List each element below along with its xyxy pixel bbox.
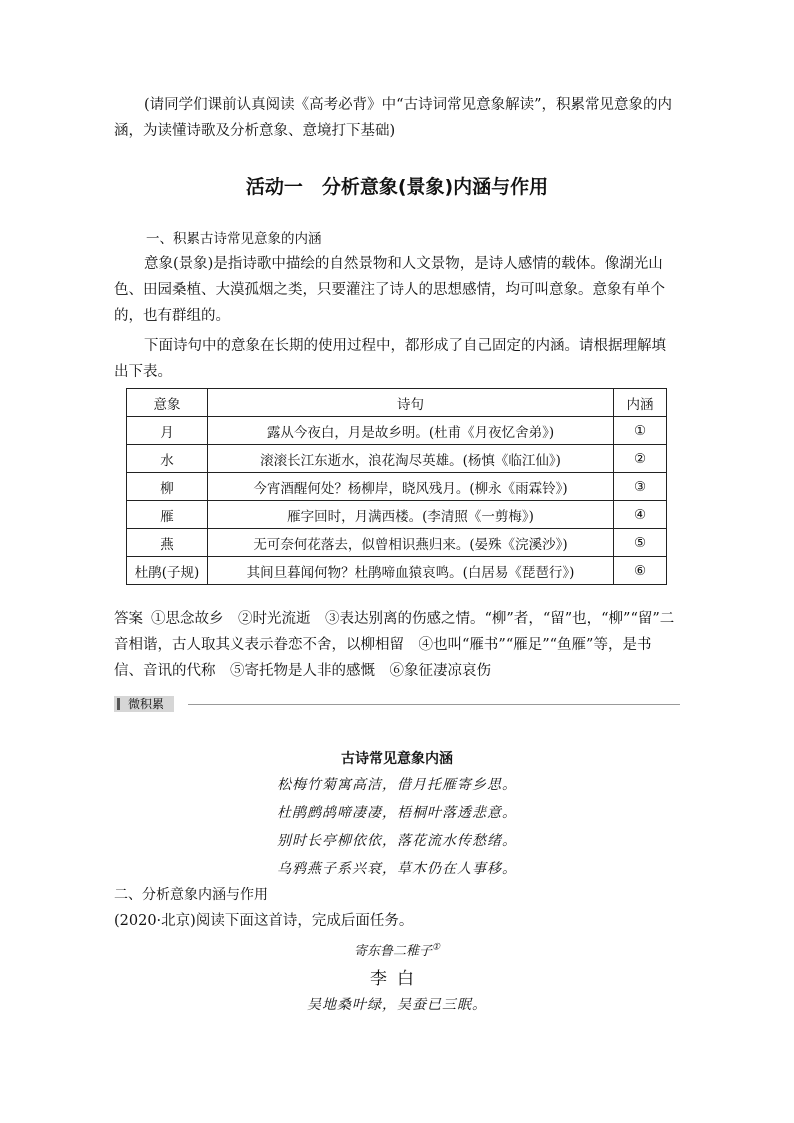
poem-line: 乌鸦燕子系兴衰，草木仍在人事移。 [277,861,517,877]
footnote-marker: ① [431,942,441,953]
cell-imagery: 月 [127,417,208,445]
answer-label: 答案 [114,611,143,627]
poem-line: 别时长亭柳依依，落花流水传愁绪。 [277,833,517,849]
cell-verse: 无可奈何花落去，似曾相识燕归来。(晏殊《浣溪沙》) [208,529,614,557]
answer-text: ①思念故乡 ②时光流逝 ③表达别离的伤感之情。“柳”者，“留”也，“柳”“留”二音相谐，古人取其义表示眷恋不舍，以柳相留 ④也叫“雁书”“雁足”“鱼雁”等，是书信、音讯的代称 ⑤寄托物是人非的感慨 ⑥象征凄凉哀伤 [114,611,675,679]
cell-imagery: 杜鹃(子规) [127,557,208,585]
cell-verse: 雁字回时，月满西楼。(李清照《一剪梅》) [208,501,614,529]
task-instruction: (2020·北京)阅读下面这首诗，完成后面任务。 [114,913,414,929]
micro-accumulation-label: 微积累 [114,696,174,712]
table-row [127,557,667,585]
poem2-author: 李白 [370,969,424,989]
cell-verse: 今宵酒醒何处？杨柳岸，晓风残月。(柳永《雨霖铃》) [208,473,614,501]
activity-title: 活动一 分析意象(景象)内涵与作用 [245,176,549,198]
table-row [127,417,667,445]
imagery-table [126,388,667,585]
table-row [127,445,667,473]
cell-imagery: 水 [127,445,208,473]
answer-block [114,606,680,684]
cell-meaning: ③ [614,473,667,501]
poem2-line: 吴地桑叶绿，吴蚕已三眠。 [307,997,487,1013]
cell-verse: 其间旦暮闻何物？杜鹃啼血猿哀鸣。(白居易《琵琶行》) [208,557,614,585]
cell-meaning: ⑥ [614,557,667,585]
header-meaning: 内涵 [614,389,667,417]
cell-meaning: ② [614,445,667,473]
section1-heading: 一、积累古诗常见意象的内涵 [146,231,322,247]
section2-heading: 二、分析意象内涵与作用 [114,887,268,903]
poem-line: 松梅竹菊寓高洁，借月托雁寄乡思。 [277,777,517,793]
table-header-row [127,389,667,417]
table-instruction-paragraph: 下面诗句中的意象在长期的使用过程中，都形成了自己固定的内涵。请根据理解填出下表。 [114,338,666,380]
table-row [127,501,667,529]
cell-verse: 露从今夜白，月是故乡明。(杜甫《月夜忆舍弟》) [208,417,614,445]
cell-imagery: 燕 [127,529,208,557]
table-row [127,529,667,557]
cell-meaning: ④ [614,501,667,529]
cell-imagery: 柳 [127,473,208,501]
table-row [127,473,667,501]
banner-divider [188,704,680,705]
intro-text: (请同学们课前认真阅读《高考必背》中“古诗词常见意象解读”，积累常见意象的内涵，为读懂诗歌及分析意象、意境打下基础) [114,97,672,139]
cell-verse: 滚滚长江东逝水，浪花淘尽英雄。(杨慎《临江仙》) [208,445,614,473]
imagery-definition-paragraph: 意象(景象)是指诗歌中描绘的自然景物和人文景物，是诗人感情的载体。像湖光山色、田园桑植、大漠孤烟之类，只要灌注了诗人的思想感情，均可叫意象。意象有单个的，也有群组的。 [114,256,665,324]
cell-meaning: ⑤ [614,529,667,557]
poem-line: 杜鹃鹧鸪啼凄凄，梧桐叶落透悲意。 [277,805,517,821]
cell-meaning: ① [614,417,667,445]
header-verse: 诗句 [208,389,614,417]
poem2-title [114,940,680,959]
poem2-title-text: 寄东鲁二稚子 [353,944,432,959]
micro-accumulation-banner [114,696,680,712]
cell-imagery: 雁 [127,501,208,529]
header-imagery: 意象 [127,389,208,417]
poem-title: 古诗常见意象内涵 [341,751,453,767]
